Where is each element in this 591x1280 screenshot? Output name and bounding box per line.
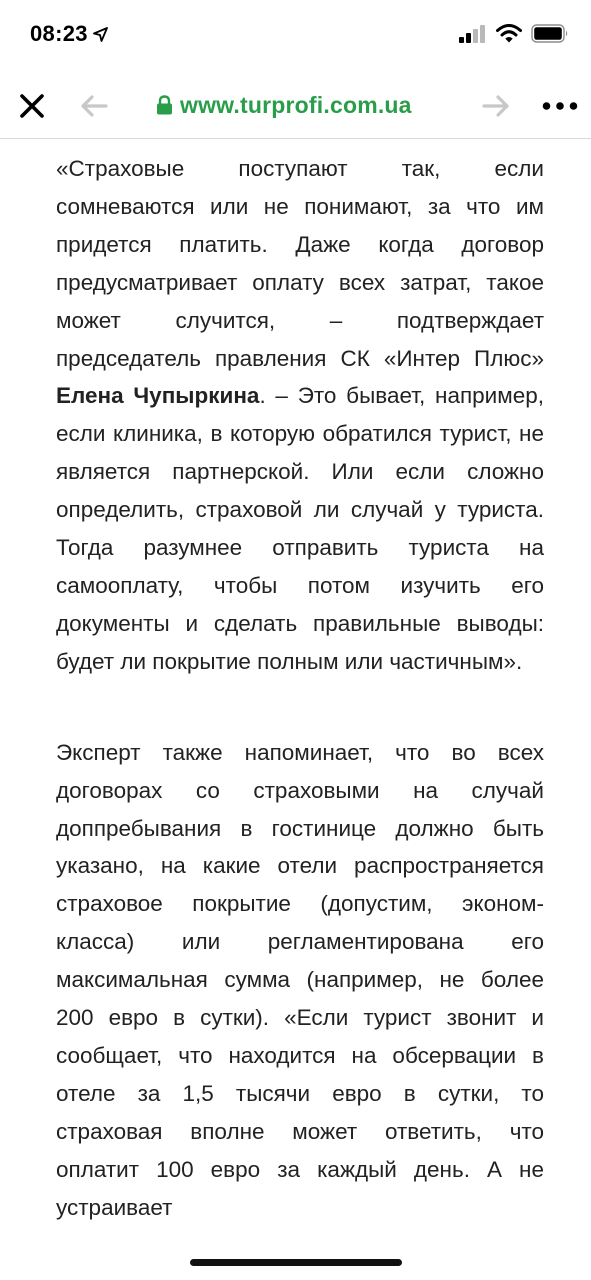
paragraph-text: «Страховые поступают так, если сомневаются или не понимают, за что им придется платить. Даже когда договор предусматривает оплату всех затрат, такое может случится, – подтверждает председатель правления СК «Интер Плюс» — [56, 156, 544, 371]
paragraph-text: . – Это бывает, например, если клиника, в которую обратился турист, не является партнерской. Или если сложно определить, страховой ли случай у туриста. Тогда разумнее отправить туриста на самооплату, чтобы потом изучить его документы и сделать правильные выводы: будет ли покрытие полным или частичным». — [56, 383, 544, 674]
cellular-signal-icon — [459, 25, 487, 43]
status-bar — [0, 0, 591, 72]
url-text: www.turprofi.com.ua — [180, 91, 412, 118]
status-time — [30, 21, 108, 47]
more-dots-icon — [542, 101, 578, 111]
home-indicator[interactable] — [190, 1259, 402, 1266]
close-icon — [19, 93, 45, 119]
article-paragraph — [56, 150, 544, 681]
battery-icon — [531, 24, 569, 43]
status-icons — [450, 24, 569, 43]
person-name: Елена Чупыркина — [56, 383, 260, 409]
more-button[interactable] — [540, 90, 580, 122]
arrow-right-icon — [482, 95, 510, 117]
forward-button[interactable] — [480, 90, 512, 122]
location-arrow-icon — [93, 27, 108, 42]
article-content — [56, 150, 544, 1226]
wifi-icon — [496, 24, 522, 43]
arrow-left-icon — [80, 95, 108, 117]
address-bar[interactable] — [156, 90, 412, 120]
article-paragraph: Эксперт также напоминает, что во всех договорах со страховыми на случай доппребывания в гостинице должно быть указано, на какие отели распространяется страховое покрытие (допустим, эконом-класса) или регламентирована его максимальная сумма (например, не более 200 евро в сутки). «Если турист звонит и сообщает, что находится на обсервации в отеле за 1,5 тысячи евро в сутки, то страховая вполне может ответить, что оплатит 100 евро за каждый день. А не устраивает — [56, 739, 544, 1220]
lock-icon — [156, 95, 173, 115]
close-button[interactable] — [14, 88, 50, 124]
status-time-text: 08:23 — [30, 21, 88, 46]
browser-toolbar — [0, 72, 591, 139]
back-button[interactable] — [78, 90, 110, 122]
